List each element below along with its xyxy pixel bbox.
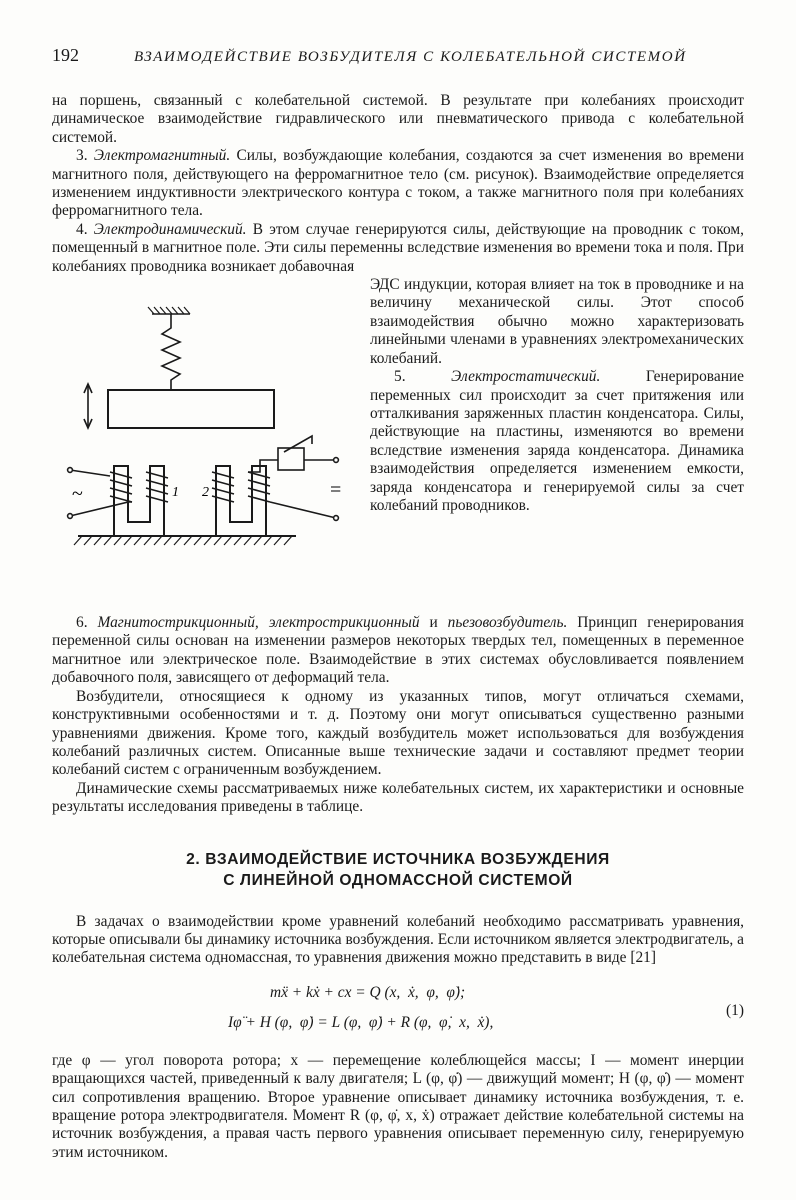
item-number: 3.: [76, 147, 94, 165]
equation-number: (1): [726, 1001, 744, 1019]
paragraph-table-ref: Динамические схемы рассматриваемых ниже колебательных систем, их характеристики и основные результаты исследования приведены в таблице.: [52, 779, 744, 816]
wire-dc-bottom: [270, 502, 336, 518]
ac-symbol: ~: [72, 483, 83, 506]
item-number: 4.: [76, 220, 94, 238]
wire-ac-top: [70, 470, 110, 476]
page-number: 192: [52, 45, 79, 65]
equation-line-1: mẍ + kẋ + cx = Q (x, ẋ, φ, φ̇);: [270, 983, 466, 1001]
top-support-hatch: [148, 307, 190, 314]
variable-resistor: [278, 448, 304, 470]
paragraph-electrodynamic-cont: ЭДС индукции, которая влияет на ток в проводнике и на величину механической силы. Этот способ взаимодействия обычно можно характеризовать линейными членами в уравнениях электромеханических колебаний.: [370, 276, 744, 367]
figure-area: [52, 276, 744, 614]
equation-line-2: Iφ̈ + H (φ, φ̇) = L (φ, φ̇) + R (φ, φ̇, x, ẋ),: [228, 1013, 494, 1031]
equation-block: [52, 980, 744, 1044]
coil-label-2: 2: [202, 485, 209, 501]
item-term: Электростатический.: [451, 368, 601, 386]
section-heading-line-2: С ЛИНЕЙНОЙ ОДНОМАССНОЙ СИСТЕМОЙ: [223, 871, 573, 889]
page-body: [52, 92, 744, 1162]
paragraph-continuation: на поршень, связанный с колебательной системой. В результате при колебаниях происходит динамическое взаимодействие гидравлического или пневматического привода с колебательной системой.: [52, 92, 744, 146]
spring: [162, 314, 180, 390]
electromagnet-1: [114, 466, 164, 536]
terminal-dc-1: [334, 458, 339, 463]
item-term: Магнитострикционный, электрострикционный: [97, 614, 420, 632]
item-term: Электромагнитный.: [93, 147, 231, 165]
item-text: В этом случае генерируются силы, действующие на проводник с током, помещенный в магнитное поле. Эти силы переменны вследствие изменения во времени тока и поля. При колебаниях проводника возникает добавочная: [52, 220, 745, 275]
item-term: Электродинамический.: [93, 220, 247, 238]
terminal-dc-2: [334, 516, 339, 521]
exciter-diagram: [66, 300, 356, 564]
electromagnetic-exciter-figure: [66, 300, 356, 564]
paragraph-magnetostrictive: [52, 614, 744, 688]
item-text: Силы, возбуждающие колебания, создаются за счет изменения во времени магнитного поля, действующего на ферромагнитное тело (см. рисунок). Взаимодействие определяется изменением индуктивности электрического контура с током, а также магнитного поля при колебаниях ферромагнитного тела.: [52, 147, 745, 220]
electromagnet-2: [216, 466, 266, 536]
paragraph-electromagnetic: [52, 147, 744, 221]
base-hatch: [74, 536, 292, 545]
item-text: и: [419, 614, 448, 632]
figure-side-text: [370, 276, 744, 515]
vibrating-mass: [108, 390, 274, 428]
page-header: [52, 46, 752, 72]
resistor-slider: [284, 436, 312, 452]
item-number: 5.: [394, 368, 452, 386]
terminal-ac-1: [68, 468, 73, 473]
paragraph-electrostatic: [370, 368, 744, 515]
section-heading-line-1: 2. ВЗАИМОДЕЙСТВИЕ ИСТОЧНИКА ВОЗБУЖДЕНИЯ: [186, 850, 610, 868]
item-term-2: пьезовозбудитель.: [447, 614, 568, 632]
paragraph-electrodynamic: [52, 221, 744, 276]
paragraph-section-intro: В задачах о взаимодействии кроме уравнений колебаний необходимо рассматривать уравнения, которые описывали бы динамику источника возбуждения. Если источником является электродвигатель, а колебательная система одномассная, то уравнения движения можно представить в виде [21]: [52, 912, 744, 967]
paragraph-exciters: Возбудители, относящиеся к одному из указанных типов, могут отличаться схемами, конструктивными особенностями и т. д. Поэтому они могут описываться существенно разными уравнениями движения. Кроме того, каждый возбудитель может использоваться для возбуждения колебаний различных систем. Описанные выше технические задачи и составляют предмет теории колебаний систем с ограниченным возбуждением.: [52, 687, 744, 779]
item-text: Принцип генерирования переменной силы основан на изменении размеров некоторых твердых тел, помещенных в переменное магнитное или электрическое поле. Взаимодействие в этих системах обусловливается появлением добавочного поля, зависящего от деформаций тела.: [52, 614, 744, 687]
item-number: 6.: [76, 614, 98, 632]
terminal-ac-2: [68, 514, 73, 519]
coil-label-1: 1: [172, 485, 179, 501]
dc-symbol: =: [330, 479, 342, 502]
paragraph-after-equation: где φ — угол поворота ротора; x — перемещение колеблющейся массы; I — момент инерции вращающихся частей, приведенный к валу двигателя; L (φ, φ̇) — движущий момент; H (φ, φ̇) — момент сил сопротивления вращению. Второе уравнение описывает динамику источника возбуждения, т. е. вращение ротора электродвигателя. Момент R (φ, φ̇, x, ẋ) отражает действие колебательной системы на источник возбуждения, а правая часть первого уравнения описывает переменную силу, генерируемую этим источником.: [52, 1051, 744, 1161]
running-title: ВЗАИМОДЕЙСТВИЕ ВОЗБУДИТЕЛЯ С КОЛЕБАТЕЛЬНОЙ СИСТЕМОЙ: [134, 49, 687, 65]
item-text: Генерирование переменных сил происходит за счет притяжения или отталкивания заряженных пластин конденсатора. Силы, действующие на пластины, изменяются во времени вследствие изменения заряда конденсатора. Динамика взаимодействия определяется изменением емкости, заряда конденсатора и генерируемой силы за счет колебаний проводников.: [370, 368, 744, 514]
section-heading: [52, 849, 744, 891]
